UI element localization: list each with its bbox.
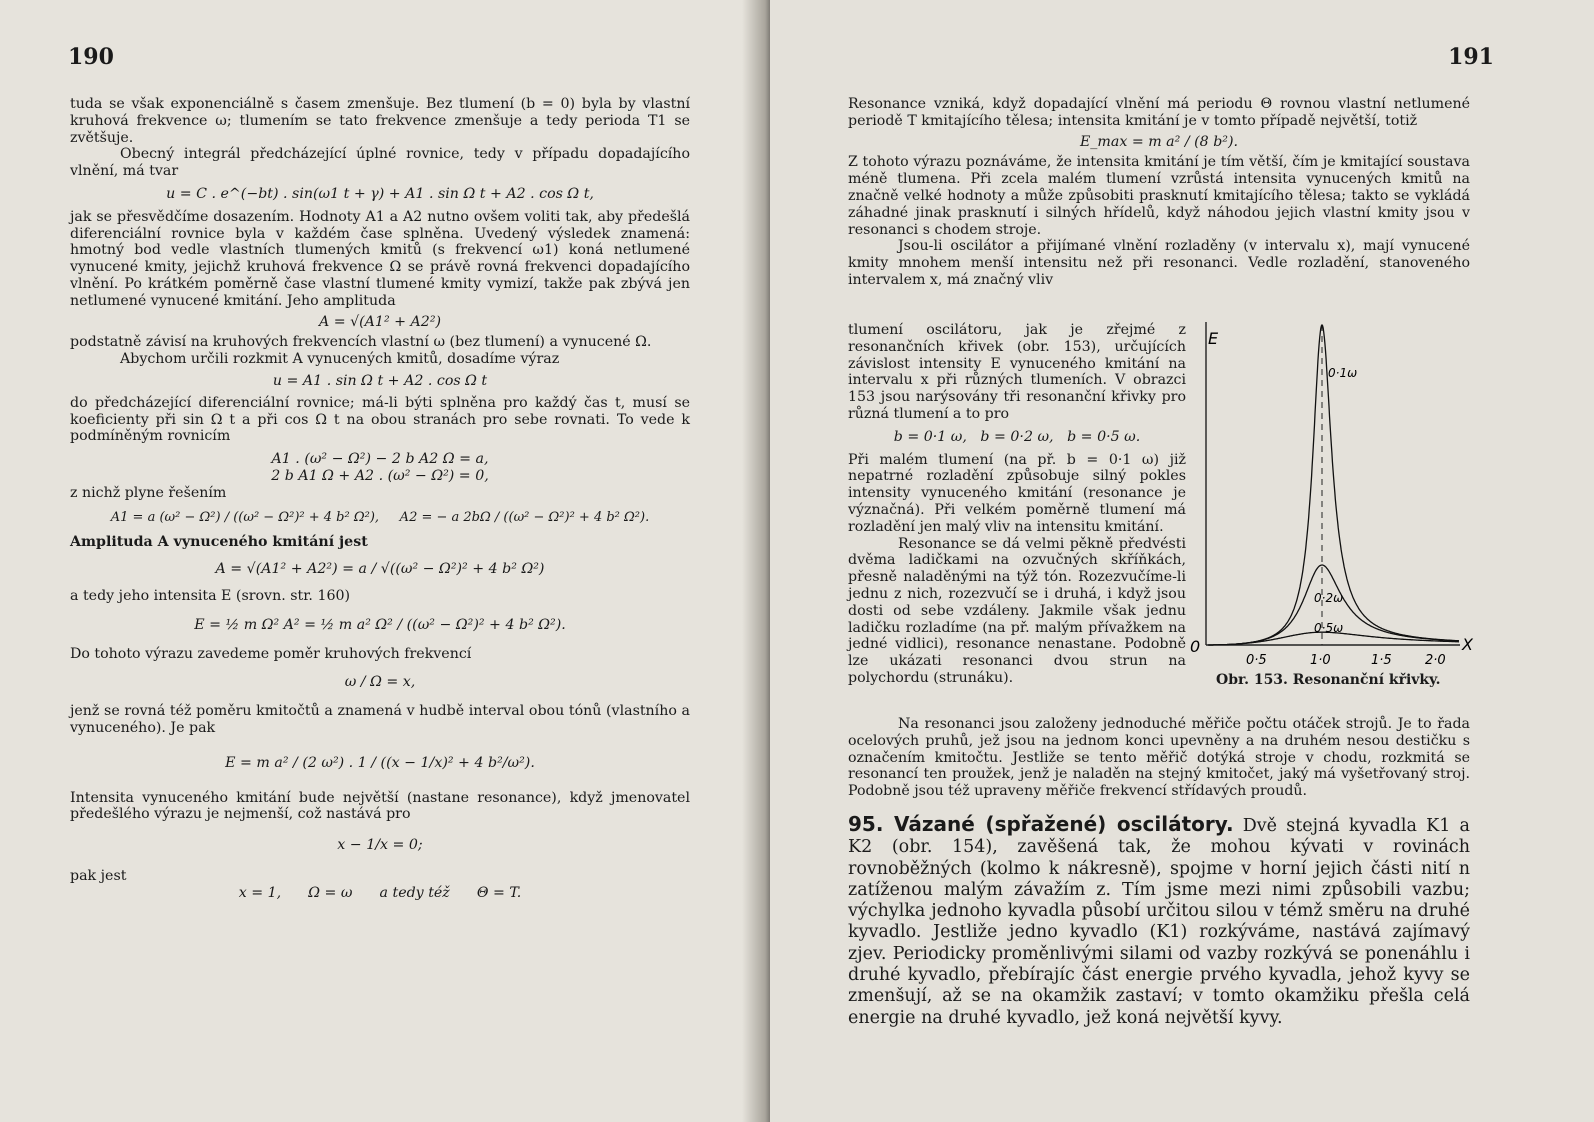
x-tick: 0·5 <box>1246 653 1267 668</box>
paragraph: do předcházející diferenciální rovnice; má-li býti splněna pro každý čas t, musí se koeficienty při sin Ω t a při cos Ω t na obou stranách pro sebe rovnati. To vede k podmíněným rovnicím <box>70 394 690 445</box>
paragraph: podstatně závisí na kruhových frekvencích vlastní ω (bez tlumení) a vynucené Ω. <box>70 334 652 351</box>
curve-label-0-5: 0·5ω <box>1314 621 1344 635</box>
equation: x = 1, Ω = ω a tedy též Θ = T. <box>238 884 522 901</box>
resonance-figure <box>1190 320 1488 700</box>
x-tick: 1·5 <box>1371 653 1392 668</box>
paragraph: Obecný integrál předcházející úplné rovnice, tedy v případu dopadajícího vlnění, má tvar <box>70 146 690 180</box>
paragraph: Na resonanci jsou založeny jednoduché měřiče počtu otáček strojů. Je to řada ocelových pruhů, jež jsou na jednom konci upevněny a na druhém nesou destičku s označením kmitočtu. Jestliže se tento měřič dotýká stroje v chodu, rozkmitá se resonancí ten proužek, jenž je naladěn na stejný kmitočet, jaký má vyšetřovaný stroj. Podobně jsou též upraveny měřiče frekvencí střídavých proudů. <box>848 716 1470 800</box>
section-paragraph <box>848 811 1470 1029</box>
equation: E = m a² / (2 ω²) . 1 / ((x − 1/x)² + 4 b²/ω²). <box>225 754 535 771</box>
paragraph: tlumení oscilátoru, jak je zřejmé z resonančních křivek (obr. 153), určujících závislost intensity E vynuceného kmitání na intervalu x při různých tlumeních. V obrazci 153 jsou narýsovány tři resonanční křivky pro různá tlumení a to pro <box>848 322 1186 422</box>
paragraph: Do tohoto výrazu zavedeme poměr kruhových frekvencí <box>70 645 472 662</box>
equation: A1 = a (ω² − Ω²) / ((ω² − Ω²)² + 4 b² Ω²), A2 = − a 2bΩ / ((ω² − Ω²)² + 4 b² Ω²). <box>110 509 650 525</box>
paragraph: Jsou-li oscilátor a přijímané vlnění rozladěny (v intervalu x), mají vynucené kmity mnohem menší intensitu než při resonanci. Vedle rozladění, stanoveného intervalem x, má značný vliv <box>848 238 1470 288</box>
equation: E_max = m a² / (8 b²). <box>1079 133 1239 150</box>
paragraph: Resonance se dá velmi pěkně předvésti dvěma ladičkami na ozvučných skříňkách, přesně naladěnými na týž tón. Rozezvučíme-li jednu z nich, rozezvučí se i druhá, i když jsou dosti od sebe vzdáleny. Jakmile však jednu ladičku rozladíme (na př. malým přívažkem na jedné vidlici), resonance nenastane. Podobně lze ukázati resonanci dvou strun na polychordu (strunáku). <box>848 535 1186 686</box>
equation: A = √(A1² + A2²) <box>318 313 442 330</box>
resonance-chart <box>1190 320 1488 670</box>
equation: u = A1 . sin Ω t + A2 . cos Ω t <box>272 372 488 389</box>
paragraph: a tedy jeho intensita E (srovn. str. 160) <box>70 587 351 604</box>
right-text-column-top <box>848 96 1470 289</box>
curve-label-0-2: 0·2ω <box>1314 591 1344 605</box>
section-heading: 95. Vázané (spřažené) oscilátory. <box>848 811 1234 836</box>
left-page <box>0 0 770 1122</box>
paragraph: Při malém tlumení (na př. b = 0·1 ω) již nepatrné rozladění způsobuje silný pokles intensity vynuceného kmitání (resonance je význačná). Při velkém poměrně tlumení má rozladění jen malý vliv na intensitu kmitání. <box>848 451 1186 535</box>
page-number: 190 <box>68 44 114 70</box>
equation: b = 0·1 ω, b = 0·2 ω, b = 0·5 ω. <box>893 428 1141 445</box>
paragraph: Abychom určili rozkmit A vynucených kmitů, dosadíme výraz <box>120 351 560 368</box>
y-axis-label: E <box>1208 329 1219 348</box>
paragraph: Z tohoto výrazu poznáváme, že intensita kmitání je tím větší, čím je kmitající soustava méně tlumena. Při zcela malém tlumení vzrůstá intensita vynucených kmitů na značně velké hodnoty a může způsobiti prasknutí kmitajícího tělesa; takto se vykládá záhadné jinak prasknutí i silných hřídelů, když náhodou jejich vlastní kmity jsou v resonanci s chodem stroje. <box>848 154 1470 238</box>
x-tick: 2·0 <box>1425 653 1446 668</box>
paragraph: pak jest <box>70 867 127 884</box>
figure-caption: Obr. 153. Resonanční křivky. <box>1216 672 1441 688</box>
right-text-column-bottom <box>848 716 1470 1029</box>
paragraph: Amplituda A vynuceného kmitání jest <box>70 534 368 551</box>
x-tick: 1·0 <box>1310 653 1331 668</box>
equation: u = C . e^(−bt) . sin(ω1 t + γ) + A1 . sin Ω t + A2 . cos Ω t, <box>166 185 594 202</box>
equation: x − 1/x = 0; <box>337 837 423 854</box>
origin-label: 0 <box>1190 637 1201 656</box>
equation: ω / Ω = x, <box>344 674 416 691</box>
x-axis-label: X <box>1462 635 1473 654</box>
page-number: 191 <box>1448 44 1494 70</box>
equation: A = √(A1² + A2²) = a / √((ω² − Ω²)² + 4 b² Ω²) <box>215 561 545 578</box>
section-text: Dvě stejná kyvadla K1 a K2 (obr. 154), zavěšená tak, že mohou kývati v rovinách rovnoběžných (kolmo k nákresně), spojme v horní jejich části nití n zatíženou malým závažím z. Tím jsme mezi nimi způsobili vazbu; výchylka jednoho kyvadla působí určitou silou v témž směru na druhé kyvadlo. Jestliže jedno kyvadlo (K1) rozkýváme, nastává zajímavý zjev. Periodicky proměnlivými silami od vazby rozkývá se ponenáhlu i druhé kyvadlo, přebírajíc část energie prvého kyvadla, jehož kyvy se zmenšují, až se na okamžik zastaví; v tomto okamžiku přešla celá energie na druhé kyvadlo, jež koná největší kyvy. <box>848 815 1470 1028</box>
paragraph: jak se přesvědčíme dosazením. Hodnoty A1 a A2 nutno ovšem voliti tak, aby předešlá diferenciální rovnice byla v každém čase splněna. Uvedený výsledek znamená: hmotný bod vedle vlastních tlumených kmitů (s frekvencí ω1) koná netlumené vynucené kmity, jejichž kruhová frekvence Ω se právě rovná frekvenci dopadajícího vlnění. Po krátkém poměrně čase vlastní tlumené kmity vymizí, takže pak zbývá jen netlumené vynucené kmitání. Jeho amplituda <box>70 208 690 309</box>
equation: 2 b A1 Ω + A2 . (ω² − Ω²) = 0, <box>271 467 489 484</box>
left-text-column <box>70 96 690 901</box>
paragraph: jenž se rovná též poměru kmitočtů a znamená v hudbě interval obou tónů (vlastního a vynuceného). Je pak <box>70 703 690 736</box>
paragraph: tuda se však exponenciálně s časem zmenšuje. Bez tlumení (b = 0) byla by vlastní kruhová frekvence ω; tlumením se tato frekvence zmenšuje a tedy perioda T1 se zvětšuje. <box>70 96 690 146</box>
equation: E = ½ m Ω² A² = ½ m a² Ω² / ((ω² − Ω²)² + 4 b² Ω²). <box>194 616 566 633</box>
equation: A1 . (ω² − Ω²) − 2 b A2 Ω = a, <box>271 451 489 468</box>
curve-label-0-1: 0·1ω <box>1328 366 1358 380</box>
paragraph: Intensita vynuceného kmitání bude největší (nastane resonance), když jmenovatel předešlého výrazu je nejmenší, což nastává pro <box>70 789 690 823</box>
right-text-column-wrapped <box>848 322 1186 687</box>
paragraph: z nichž plyne řešením <box>70 484 227 501</box>
paragraph: Resonance vzniká, když dopadající vlnění má periodu Θ rovnou vlastní netlumené periodě T kmitajícího tělesa; intensita kmitání je v tomto případě největší, totiž <box>848 96 1470 129</box>
